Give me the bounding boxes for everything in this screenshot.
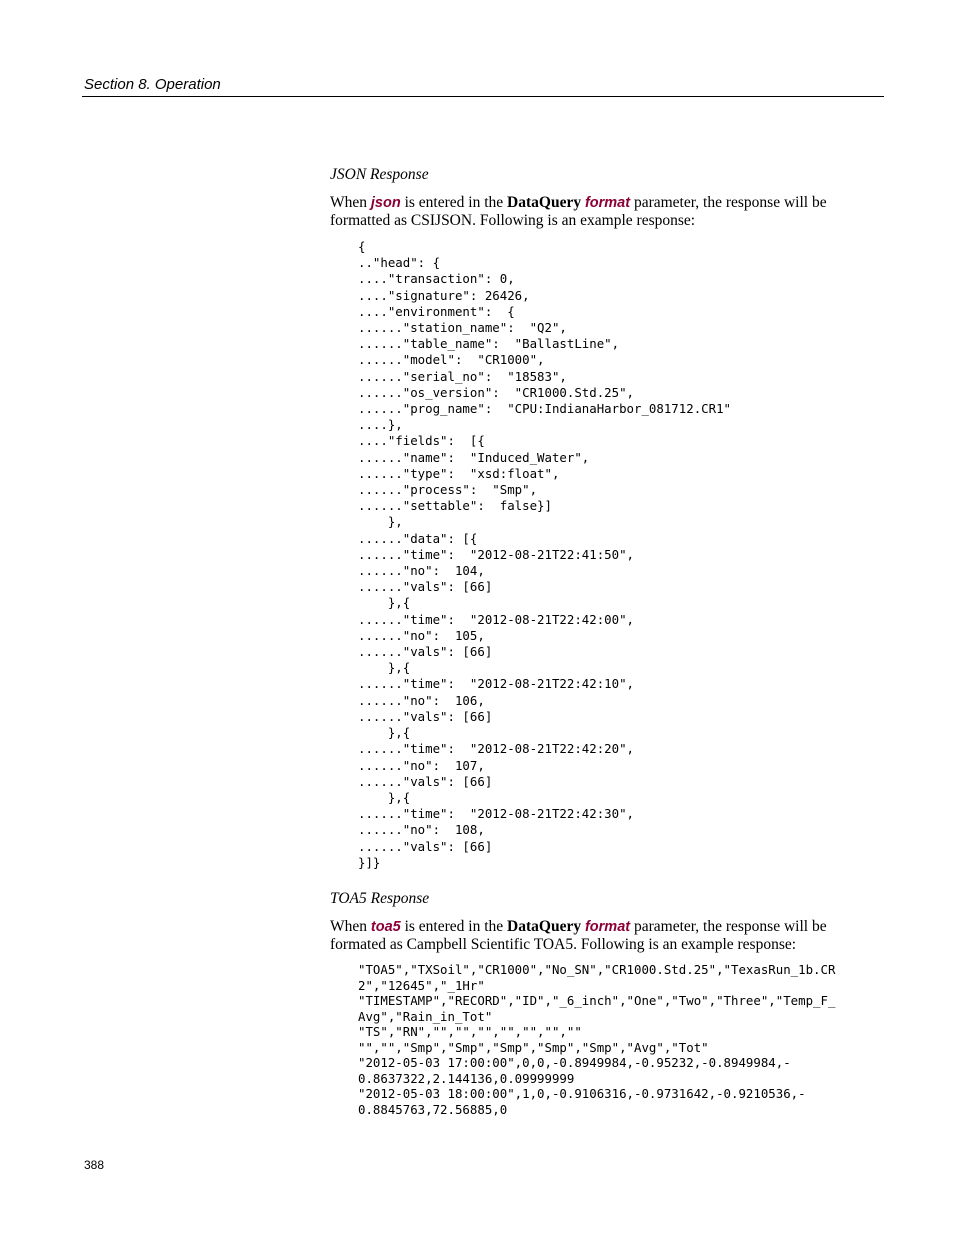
json-intro-paragraph — [330, 194, 850, 230]
dataquery-term: DataQuery — [507, 918, 582, 935]
format-parameter: format — [584, 195, 631, 211]
toa5-intro-text-1: When — [330, 918, 371, 935]
page-header — [82, 75, 884, 97]
json-intro-text-2: is entered in the — [400, 194, 508, 211]
toa5-intro-text-4: parameter, the response will be formated as Campbell Scientific TOA5. Following is an example response: — [330, 918, 827, 953]
toa5-intro-paragraph — [330, 918, 850, 954]
json-intro-text-4: parameter, the response will be formatted as CSIJSON. Following is an example response: — [330, 194, 827, 229]
format-parameter: format — [584, 919, 631, 935]
toa5-keyword: toa5 — [370, 919, 401, 935]
toa5-response-heading: TOA5 Response — [330, 890, 430, 907]
json-keyword: json — [370, 195, 401, 211]
json-response-heading: JSON Response — [330, 166, 429, 183]
toa5-intro-text-2: is entered in the — [400, 918, 508, 935]
page-number: 388 — [84, 1158, 105, 1172]
dataquery-term: DataQuery — [507, 194, 582, 211]
toa5-code-example: "TOA5","TXSoil","CR1000","No_SN","CR1000.Std.25","TexasRun_1b.CR 2","12645","_1Hr" "TIMESTAMP","RECORD","ID","_6_inch","One","Two","Three","Temp_F_ Avg","Rain_in_Tot" "TS","RN","","","","","","","" "","","Smp","Smp","Smp","Smp","Smp","Avg","Tot" "2012-05-03 17:00:00",0,0,-0.8949984,-0.95232,-0.8949984,- 0.8637322,2.144136,0.09999999 "2012-05-03 18:00:00",1,0,-0.9106316,-0.9731642,-0.9210536,- 0.8845763,72.56885,0 — [358, 962, 836, 1117]
json-code-example: { .."head": { ...."transaction": 0, ...."signature": 26426, ...."environment": { ......"station_name": "Q2", ......"table_name": "BallastLine", ......"model": "CR1000", ......"serial_no": "18583", ......"os_version": "CR1000.Std.25", ......"prog_name": "CPU:IndianaHarbor_081712.CR1" ....}, ...."fields": [{ ......"name": "Induced_Water", ......"type": "xsd:float", ......"process": "Smp", ......"settable": false}] }, ......"data": [{ ......"time": "2012-08-21T22:41:50", ......"no": 104, ......"vals": [66] },{ ......"time": "2012-08-21T22:42:00", ......"no": 105, ......"vals": [66] },{ ......"time": "2012-08-21T22:42:10", ......"no": 106, ......"vals": [66] },{ ......"time": "2012-08-21T22:42:20", ......"no": 107, ......"vals": [66] },{ ......"time": "2012-08-21T22:42:30", ......"no": 108, ......"vals": [66] }]} — [358, 239, 731, 870]
json-intro-text-1: When — [330, 194, 371, 211]
section-title: Section 8. Operation — [84, 76, 221, 93]
